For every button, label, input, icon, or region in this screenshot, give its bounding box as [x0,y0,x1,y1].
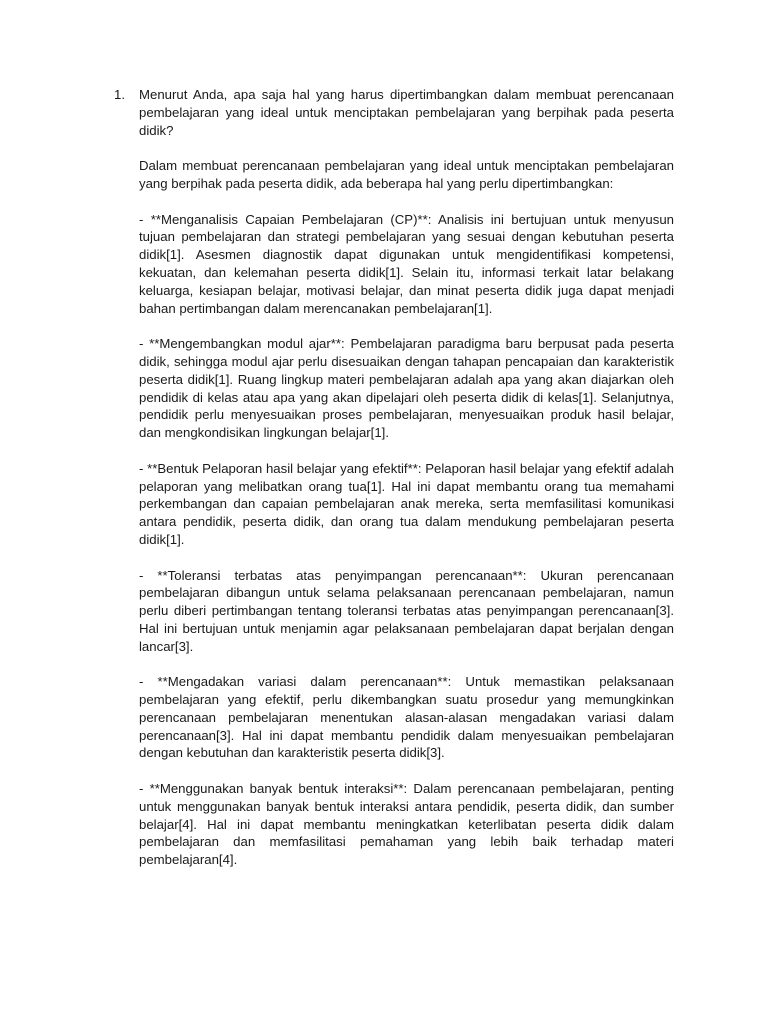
numbered-list [114,86,674,887]
item-body [139,86,674,869]
intro-paragraph: Dalam membuat perencanaan pembelajaran yang ideal untuk menciptakan pembelajaran yang berpihak pada peserta didik, ada beberapa hal yang perlu dipertimbangkan: [139,158,674,191]
item-number: 1. [114,87,125,102]
point-paragraph: - **Mengadakan variasi dalam perencanaan**: Untuk memastikan pelaksanaan pembelajaran yang efektif, perlu dikembangkan suatu prosedur yang memungkinkan perencanaan pembelajaran menentukan alasan-alasan mengadakan variasi dalam perencanaan[3]. Hal ini dapat membantu pendidik dalam menyesuaikan pembelajaran dengan kebutuhan dan karakteristik peserta didik[3]. [139,674,674,761]
point-paragraph: - **Bentuk Pelaporan hasil belajar yang efektif**: Pelaporan hasil belajar yang efektif adalah pelaporan yang melibatkan orang tua[1]. Hal ini dapat membantu orang tua memahami perkembangan dan capaian pembelajaran anak mereka, serta memfasilitasi komunikasi antara pendidik, peserta didik, dan orang tua dalam mendukung pembelajaran peserta didik[1]. [139,460,674,547]
point-paragraph: - **Menganalisis Capaian Pembelajaran (CP)**: Analisis ini bertujuan untuk menyusun tujuan pembelajaran dan strategi pembelajaran yang sesuai dengan kebutuhan peserta didik[1]. Asesmen diagnostik dapat digunakan untuk mengidentifikasi kompetensi, kekuatan, dan kelemahan peserta didik[1]. Selain itu, informasi terkait latar belakang keluarga, kesiapan belajar, motivasi belajar, dan minat peserta didik juga dapat menjadi bahan pertimbangan dalam merencanakan pembelajaran[1]. [139,211,674,316]
list-item [114,86,674,869]
point-paragraph: - **Toleransi terbatas atas penyimpangan perencanaan**: Ukuran perencanaan pembelajaran dibangun untuk selama pelaksanaan perencanaan pembelajaran, namun perlu diberi pertimbangan tentang toleransi terbatas atas penyimpangan perencanaan[3]. Hal ini bertujuan untuk menjamin agar pelaksanaan pembelajaran dapat berjalan dengan lancar[3]. [139,567,674,654]
point-paragraph: - **Menggunakan banyak bentuk interaksi**: Dalam perencanaan pembelajaran, penting untuk menggunakan banyak bentuk interaksi antara pendidik, peserta didik, dan sumber belajar[4]. Hal ini dapat membantu meningkatkan keterlibatan peserta didik dalam pembelajaran dan memfasilitasi pemahaman yang lebih baik terhadap materi pembelajaran[4]. [139,781,674,868]
question-text: Menurut Anda, apa saja hal yang harus dipertimbangkan dalam membuat perencanaan pembelajaran yang ideal untuk menciptakan pembelajaran yang berpihak pada peserta didik? [139,87,674,138]
point-paragraph: - **Mengembangkan modul ajar**: Pembelajaran paradigma baru berpusat pada peserta didik, sehingga modul ajar perlu disesuaikan dengan tahapan pencapaian dan karakteristik peserta didik[1]. Ruang lingkup materi pembelajaran adalah apa yang akan diajarkan oleh pendidik di kelas atau apa yang akan dipelajari oleh peserta didik di kelas[1]. Selanjutnya, pendidik perlu menyesuaikan proses pembelajaran, menyesuaikan produk hasil belajar, dan mengkondisikan lingkungan belajar[1]. [139,336,674,441]
